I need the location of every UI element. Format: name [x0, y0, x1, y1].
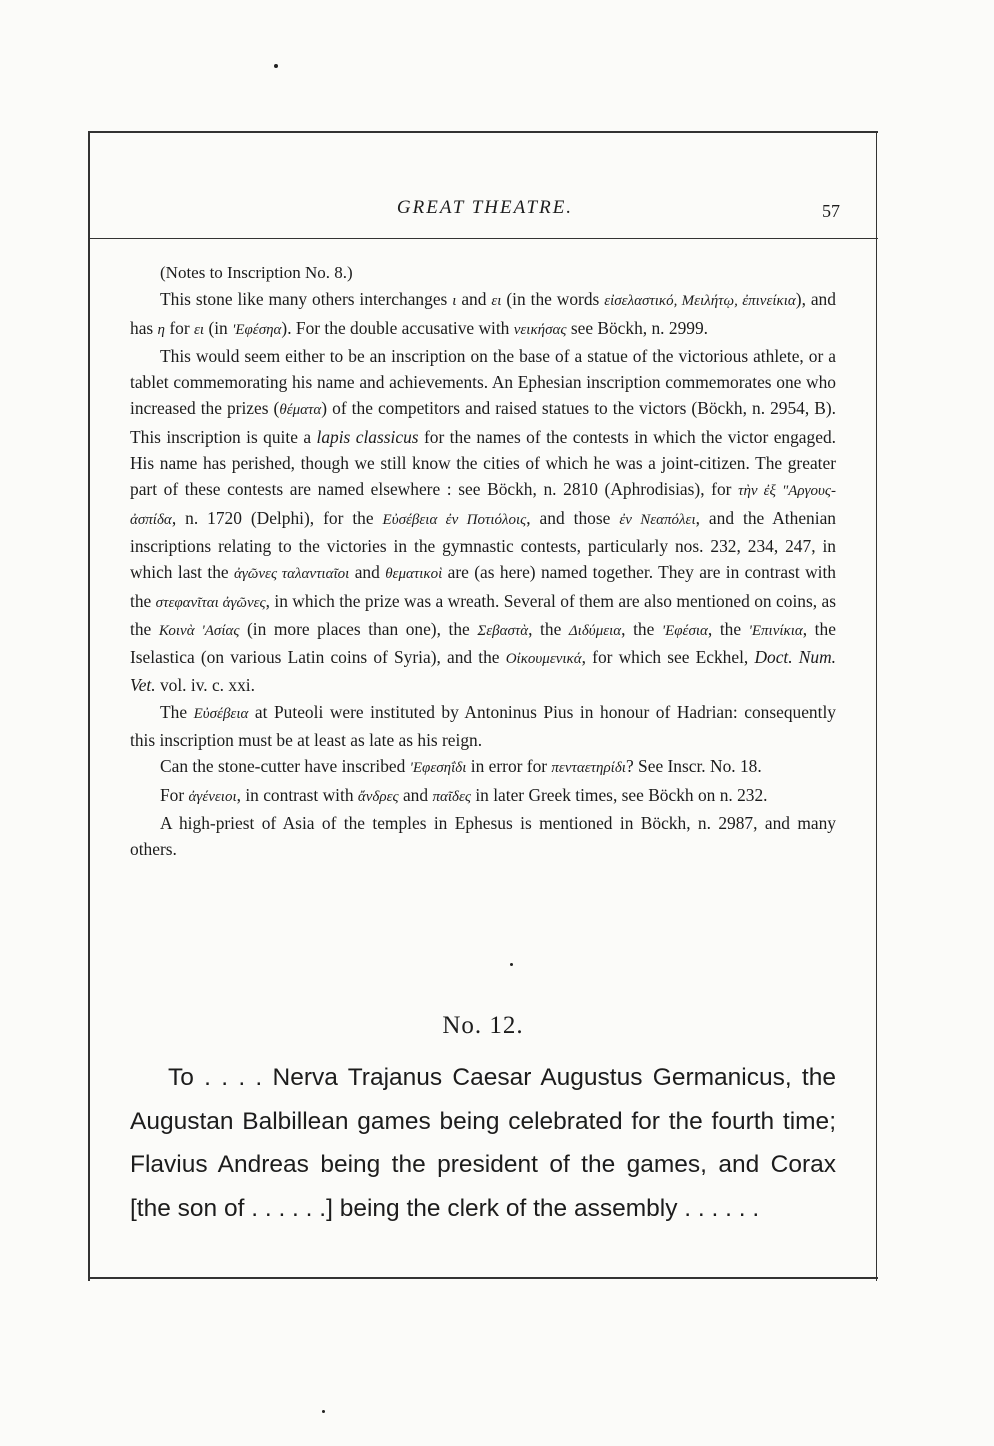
text-run: A high-priest of Asia of the temples in Ephesus is mentioned in Böckh, n. 2987, and many others. [130, 812, 836, 860]
text-run: (in [208, 317, 228, 338]
greek-text: 'Επινίκια [748, 622, 803, 639]
text-run: , the [621, 618, 655, 639]
greek-text: ει [491, 293, 502, 310]
text-run: for the names of the contests in which the victor engaged. His name has perished, though we still know the cities of which he was a joint-citizen. The greater part of these contests are named elsewhere : see Böckh, n. 2810 (Aphrodisias), for [130, 426, 836, 500]
text-run: and [402, 784, 429, 805]
text-run: and [461, 289, 487, 310]
text-run: are (as here) named together. They are in contrast with the [130, 562, 837, 611]
text-run: , in contrast with [236, 784, 354, 805]
text-run: in later Greek times, see Böckh on n. 232. [475, 784, 768, 805]
text-run: at Puteoli were instituted by Antoninus Pius in honour of Hadrian: consequently this inscription must be at least as late as his reign. [130, 701, 836, 751]
text-run: , and those [526, 507, 611, 528]
text-run: , for which see Eckhel, [581, 647, 749, 668]
top-border-rule [88, 131, 878, 133]
greek-text: Διδύμεια [568, 622, 622, 639]
notes-paragraph [130, 782, 836, 810]
text-run: vol. iv. c. xxi. [159, 675, 255, 696]
running-title: GREAT THEATRE. [396, 197, 574, 218]
text-run: and [354, 562, 380, 583]
text-run: ), and has [130, 289, 836, 338]
greek-text: ἀγένειοι [188, 788, 237, 805]
notes-paragraph [130, 753, 836, 781]
text-run: , and the Athenian inscriptions relating to the victories in the gymnastic contests, particularly nos. 232, 234, 247, in which last the [130, 507, 836, 583]
notes-section [130, 260, 836, 863]
text-run: Can the stone-cutter have inscribed [160, 756, 406, 777]
italic-text: Doct. Num. Vet. [130, 647, 836, 696]
greek-text: τὴν ἐξ "Αργους-ἀσπίδα [130, 483, 836, 528]
greek-text: 'Εφέσηα [232, 321, 282, 338]
greek-text: εἰσελαστικό, Μειλήτῳ, ἐπινείκια [604, 293, 796, 310]
text-run: ) of the competitors and raised statues to the victors (Böckh, n. 2954, B). This inscription is quite a [130, 398, 837, 447]
scan-speck [322, 1410, 325, 1413]
greek-text: ἄνδρες [357, 788, 399, 805]
greek-text: στεφανῖται ἀγῶνες [155, 594, 266, 611]
greek-text: η [157, 321, 165, 338]
notes-heading: (Notes to Inscription No. 8.) [160, 263, 353, 282]
page-number: 57 [822, 201, 840, 221]
text-run: ? See Inscr. No. 18. [625, 756, 762, 777]
text-run: in error for [470, 756, 548, 777]
greek-text: ἐν Νεαπόλει [619, 511, 696, 528]
greek-text: Εὐσέβεια [193, 705, 249, 722]
greek-text: ει [194, 321, 205, 338]
left-border-rule [88, 131, 90, 1281]
text-run: For [160, 784, 185, 805]
inscription-heading: No. 12. [442, 1012, 524, 1039]
scan-speck [510, 963, 513, 966]
italic-text: lapis classicus [316, 426, 419, 447]
text-run: , the [528, 618, 562, 639]
greek-text: θεματικοὶ [385, 566, 443, 583]
notes-paragraph [130, 286, 836, 343]
text-run: , n. 1720 (Delphi), for the [171, 507, 374, 528]
notes-paragraph [130, 810, 836, 863]
running-head [130, 197, 840, 227]
greek-text: ἀγῶνες ταλαντιαῖοι [234, 566, 350, 583]
greek-text: νεικήσας [513, 321, 567, 338]
scan-speck [274, 64, 278, 68]
greek-text: ι [452, 293, 457, 310]
greek-text: 'Εφεσηΐδι [409, 760, 467, 777]
greek-text: πενταετηρίδι [551, 760, 626, 777]
text-run: , the [707, 618, 742, 639]
greek-text: Κοινὰ 'Ασίας [158, 622, 240, 639]
greek-text: Σεβαστὰ [477, 622, 529, 639]
notes-paragraph [130, 699, 836, 754]
header-rule [88, 238, 878, 239]
text-run: , in which the prize was a wreath. Several of them are also mentioned on coins, as the [130, 590, 836, 639]
inscription-section [130, 1012, 836, 1230]
greek-text: Εὐσέβεια ἐν Ποτιόλοις [382, 511, 527, 528]
text-run: (in more places than one), the [247, 618, 470, 639]
text-run: , the Iselastica (on various Latin coins of Syria), and the [130, 618, 836, 668]
right-border-rule [876, 131, 877, 1281]
text-run: This stone like many others interchanges [160, 289, 448, 310]
notes-paragraph [130, 343, 836, 699]
bottom-border-rule [88, 1277, 878, 1279]
text-run: for [169, 317, 190, 338]
greek-text: παῖδες [432, 788, 471, 805]
greek-text: Οἰκουμενικά [505, 651, 582, 668]
inscription-text: To . . . . Nerva Trajanus Caesar Augustus Germanicus, the Augustan Balbillean games being celebrated for the fourth time; Flavius Andreas being the president of the games, and Corax [the son of . . . . . .] being the clerk of the assembly . . . . . . [130, 1064, 836, 1222]
text-run: The [160, 701, 188, 722]
greek-text: 'Εφέσια [661, 622, 708, 639]
text-run: (in the words [506, 289, 600, 310]
greek-text: θέματα [279, 402, 322, 419]
text-run: ). For the double accusative with [281, 317, 510, 338]
text-run: This would seem either to be an inscription on the base of a statue of the victorious athlete, or a tablet commemorating his name and achievements. An Ephesian inscription commemorates one who increased the prizes ( [130, 345, 836, 419]
text-run: see Böckh, n. 2999. [570, 317, 709, 338]
